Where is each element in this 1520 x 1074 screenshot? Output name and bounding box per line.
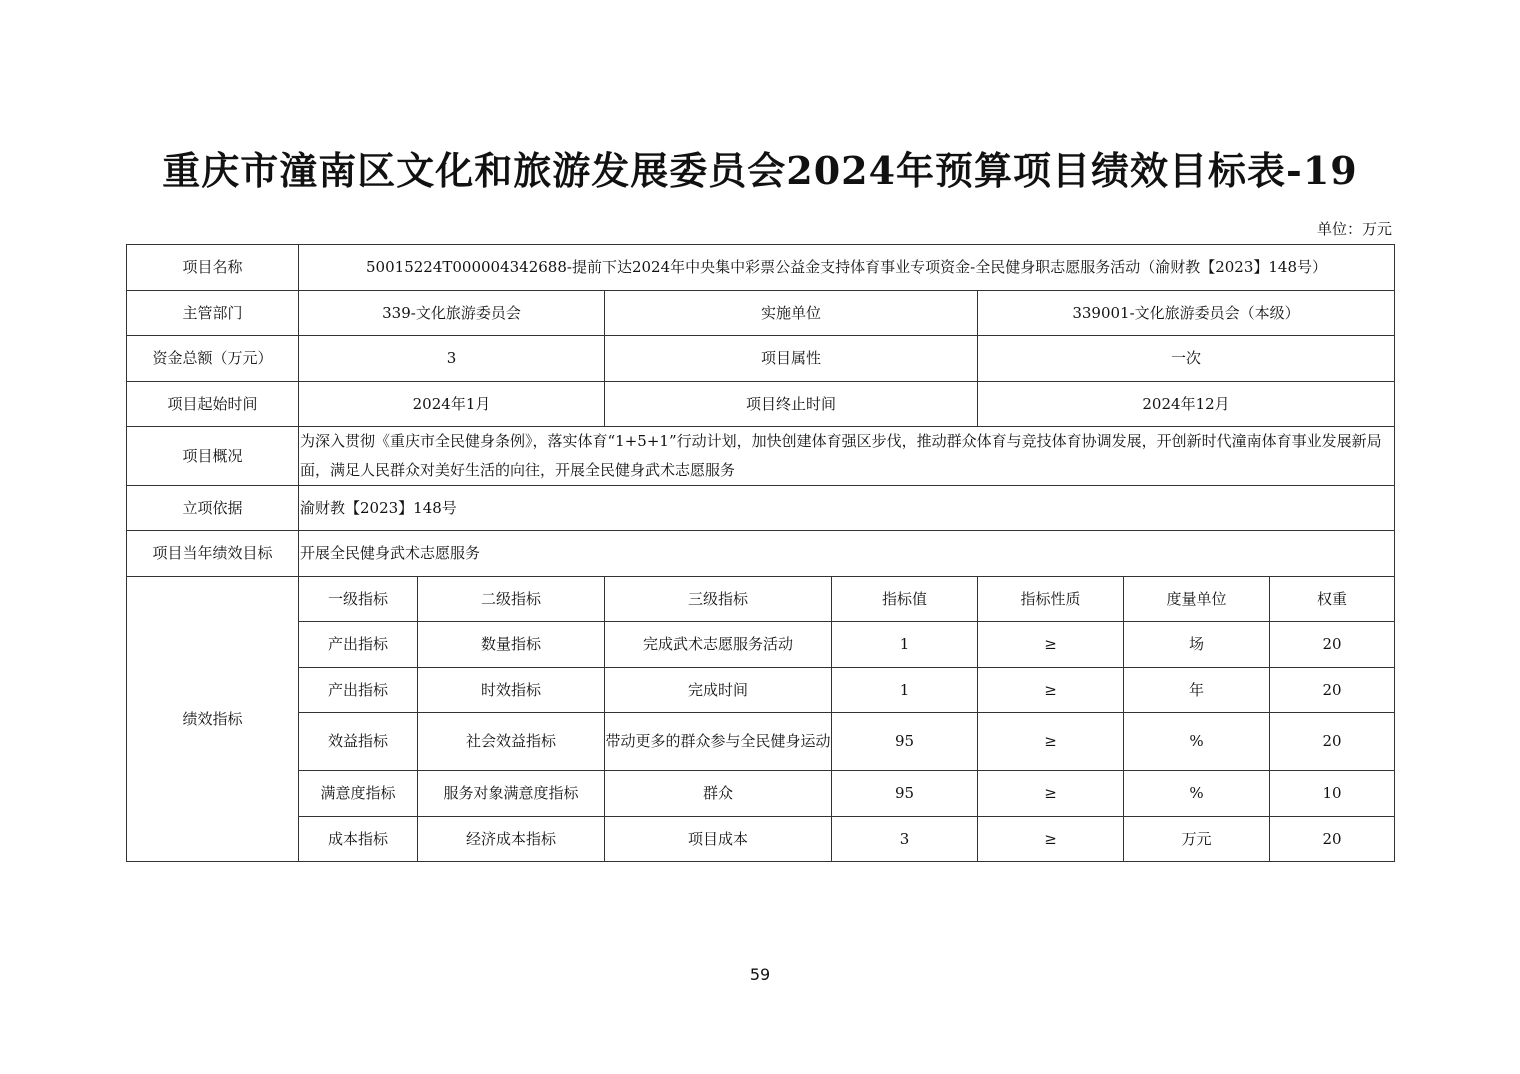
- table-row: [127, 622, 1395, 668]
- header-unit: 度量单位: [1124, 577, 1270, 622]
- impl-label: 实施单位: [605, 291, 978, 336]
- end-value: 2024年12月: [978, 382, 1395, 427]
- table-row: [127, 817, 1395, 862]
- table-row: [127, 713, 1395, 771]
- dept-label: 主管部门: [127, 291, 299, 336]
- performance-table: [126, 244, 1395, 862]
- cell-l3: 完成武术志愿服务活动: [605, 622, 832, 668]
- row-basis: [127, 486, 1395, 531]
- overview-label: 项目概况: [127, 427, 299, 486]
- start-label: 项目起始时间: [127, 382, 299, 427]
- cell-value: 1: [832, 668, 978, 713]
- cell-unit: 年: [1124, 668, 1270, 713]
- cell-l2: 经济成本指标: [418, 817, 605, 862]
- page-number: 59: [749, 965, 771, 984]
- overview-value: 为深入贯彻《重庆市全民健身条例》，落实体育“1+5+1”行动计划，加快创建体育强区步伐，推动群众体育与竞技体育协调发展，开创新时代潼南体育事业发展新局面，满足人民群众对美好生活的向往，开展全民健身武术志愿服务: [299, 427, 1395, 486]
- row-goal: [127, 531, 1395, 577]
- row-overview: [127, 427, 1395, 486]
- cell-unit: 场: [1124, 622, 1270, 668]
- table-row: [127, 771, 1395, 817]
- cell-value: 95: [832, 713, 978, 771]
- start-value: 2024年1月: [299, 382, 605, 427]
- row-project-name: [127, 245, 1395, 291]
- cell-nature: ≥: [978, 668, 1124, 713]
- cell-weight: 20: [1270, 668, 1395, 713]
- fund-value: 3: [299, 336, 605, 382]
- cell-l1: 成本指标: [299, 817, 418, 862]
- cell-l1: 效益指标: [299, 713, 418, 771]
- attr-label: 项目属性: [605, 336, 978, 382]
- cell-unit: %: [1124, 713, 1270, 771]
- header-l2: 二级指标: [418, 577, 605, 622]
- attr-value: 一次: [978, 336, 1395, 382]
- cell-unit: %: [1124, 771, 1270, 817]
- header-l1: 一级指标: [299, 577, 418, 622]
- basis-label: 立项依据: [127, 486, 299, 531]
- cell-value: 1: [832, 622, 978, 668]
- cell-l2: 时效指标: [418, 668, 605, 713]
- cell-l1: 满意度指标: [299, 771, 418, 817]
- cell-nature: ≥: [978, 713, 1124, 771]
- impl-value: 339001-文化旅游委员会（本级）: [978, 291, 1395, 336]
- cell-l2: 社会效益指标: [418, 713, 605, 771]
- cell-nature: ≥: [978, 817, 1124, 862]
- cell-l3: 群众: [605, 771, 832, 817]
- cell-value: 95: [832, 771, 978, 817]
- header-nature: 指标性质: [978, 577, 1124, 622]
- indicators-section-label: 绩效指标: [127, 577, 299, 862]
- cell-value: 3: [832, 817, 978, 862]
- unit-label: 单位：万元: [1316, 220, 1392, 238]
- end-label: 项目终止时间: [605, 382, 978, 427]
- row-dates: [127, 382, 1395, 427]
- table-row: [127, 668, 1395, 713]
- header-l3: 三级指标: [605, 577, 832, 622]
- cell-l3: 项目成本: [605, 817, 832, 862]
- project-name-value: 50015224T000004342688-提前下达2024年中央集中彩票公益金支持体育事业专项资金-全民健身职志愿服务活动（渝财教【2023】148号）: [299, 245, 1395, 291]
- cell-nature: ≥: [978, 622, 1124, 668]
- cell-l1: 产出指标: [299, 668, 418, 713]
- cell-l3: 完成时间: [605, 668, 832, 713]
- cell-l1: 产出指标: [299, 622, 418, 668]
- cell-l2: 数量指标: [418, 622, 605, 668]
- goal-value: 开展全民健身武术志愿服务: [299, 531, 1395, 577]
- header-weight: 权重: [1270, 577, 1395, 622]
- cell-weight: 20: [1270, 622, 1395, 668]
- cell-unit: 万元: [1124, 817, 1270, 862]
- cell-nature: ≥: [978, 771, 1124, 817]
- cell-weight: 20: [1270, 817, 1395, 862]
- project-name-label: 项目名称: [127, 245, 299, 291]
- header-value: 指标值: [832, 577, 978, 622]
- cell-weight: 20: [1270, 713, 1395, 771]
- page-title: 重庆市潼南区文化和旅游发展委员会2024年预算项目绩效目标表-19: [162, 148, 1358, 193]
- fund-label: 资金总额（万元）: [127, 336, 299, 382]
- cell-l3: 带动更多的群众参与全民健身运动: [605, 713, 832, 771]
- goal-label: 项目当年绩效目标: [127, 531, 299, 577]
- dept-value: 339-文化旅游委员会: [299, 291, 605, 336]
- cell-l2: 服务对象满意度指标: [418, 771, 605, 817]
- basis-value: 渝财教【2023】148号: [299, 486, 1395, 531]
- row-department: [127, 291, 1395, 336]
- row-fund: [127, 336, 1395, 382]
- cell-weight: 10: [1270, 771, 1395, 817]
- indicator-header-row: [127, 577, 1395, 622]
